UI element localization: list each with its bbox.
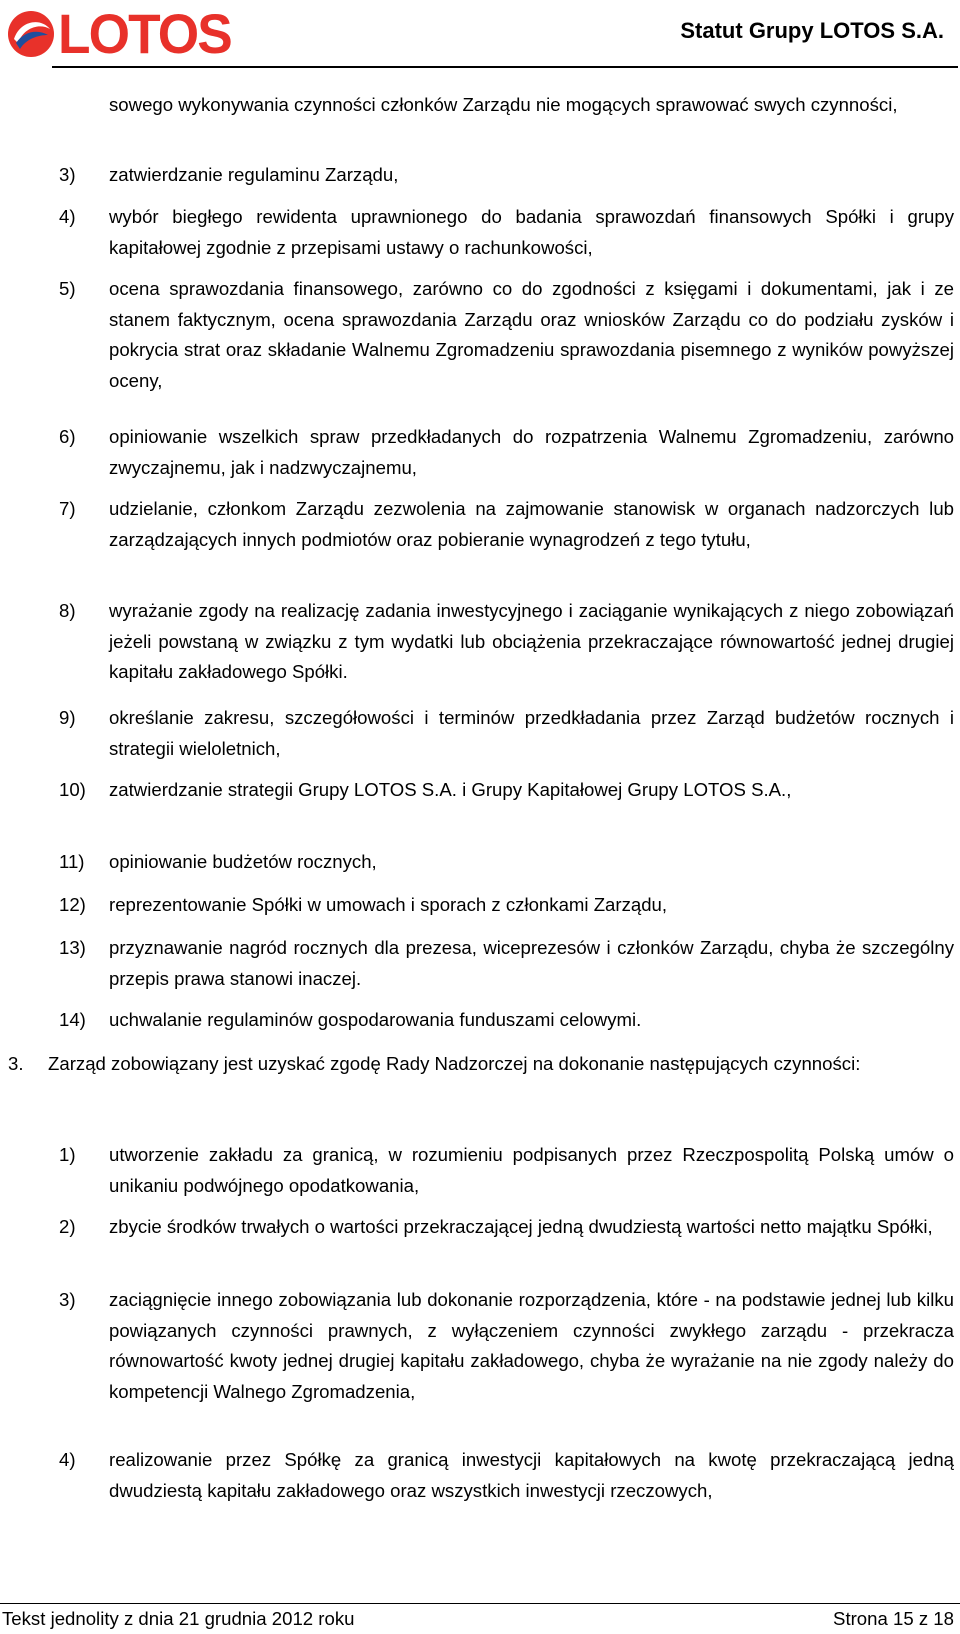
document-title: Statut Grupy LOTOS S.A. xyxy=(680,18,944,43)
logo-wordmark: LOTOS xyxy=(58,2,231,65)
list-item-text: przyznawanie nagród rocznych dla prezesa, wiceprezesów i członków Zarządu, chyba że szczególny przepis prawa stanowi inaczej. xyxy=(109,937,954,989)
list-item-text: udzielanie, członkom Zarządu zezwolenia na zajmowanie stanowisk w organach nadzorczych lub zarządzających innych podmiotów oraz pobieranie wynagrodzeń z tego tytułu, xyxy=(109,498,954,550)
list-item-number: 7) xyxy=(59,498,76,519)
list-item-number: 13) xyxy=(59,937,86,958)
list-item-number: 3) xyxy=(59,164,76,185)
list-item-number: 5) xyxy=(59,278,76,299)
list-item-text: sowego wykonywania czynności członków Zarządu nie mogących sprawować swych czynności, xyxy=(109,94,898,115)
list-item-text: ocena sprawozdania finansowego, zarówno co do zgodności z księgami i dokumentami, jak i ze stanem faktycznym, ocena sprawozdania Zarządu oraz wniosków Zarządu co do podziału zysków i pokrycia strat oraz składanie Walnemu Zgromadzeniu sprawozdania pisemnego z wyników powyższej oceny, xyxy=(109,278,954,391)
footer-date: Tekst jednolity z dnia 21 grudnia 2012 roku xyxy=(2,1608,355,1629)
list-item-number: 8) xyxy=(59,600,76,621)
page-number: Strona 15 z 18 xyxy=(833,1608,954,1629)
list-item-number: 2) xyxy=(59,1216,76,1237)
section-number: 3. xyxy=(8,1053,24,1074)
list-item-number: 12) xyxy=(59,894,86,915)
footer-divider xyxy=(0,1603,960,1604)
list-item-text: opiniowanie wszelkich spraw przedkładanych do rozpatrzenia Walnemu Zgromadzeniu, zarówno zwyczajnemu, jak i nadzwyczajnemu, xyxy=(109,426,954,478)
list-item-text: opiniowanie budżetów rocznych, xyxy=(109,851,377,872)
list-item-text: zatwierdzanie regulaminu Zarządu, xyxy=(109,164,399,185)
list-item-text: wybór biegłego rewidenta uprawnionego do badania sprawozdań finansowych Spółki i grupy kapitałowej zgodnie z przepisami ustawy o rachunkowości, xyxy=(109,206,954,258)
list-item-text: zaciągnięcie innego zobowiązania lub dokonanie rozporządzenia, które - na podstawie jednej lub kilku powiązanych czynności prawnych, z wyłączeniem czynności zwykłego zarządu - przekracza równowartość kwoty jednej drugiej kapitału zakładowego, chyba że wyrażanie na nie zgody należy do kompetencji Walnego Zgromadzenia, xyxy=(109,1289,954,1402)
lotos-swirl-icon xyxy=(6,9,56,59)
list-item-text: reprezentowanie Spółki w umowach i sporach z członkami Zarządu, xyxy=(109,894,668,915)
list-item-number: 1) xyxy=(59,1144,76,1165)
list-item-number: 4) xyxy=(59,206,76,227)
section-text: Zarząd zobowiązany jest uzyskać zgodę Rady Nadzorczej na dokonanie następujących czynności: xyxy=(48,1053,861,1074)
list-item-text: realizowanie przez Spółkę za granicą inwestycji kapitałowych na kwotę przekraczającą jedną dwudziestą kapitału zakładowego oraz wszystkich inwestycji rzeczowych, xyxy=(109,1449,954,1501)
list-item-number: 6) xyxy=(59,426,76,447)
list-item-text: utworzenie zakładu za granicą, w rozumieniu podpisanych przez Rzeczpospolitą Polską umów o unikaniu podwójnego opodatkowania, xyxy=(109,1144,954,1196)
list-item-number: 9) xyxy=(59,707,76,728)
list-item-number: 4) xyxy=(59,1449,76,1470)
list-item-number: 11) xyxy=(59,851,85,872)
header-divider xyxy=(52,66,958,68)
list-item-text: zbycie środków trwałych o wartości przekraczającej jedną dwudziestą wartości netto majątku Spółki, xyxy=(109,1216,933,1237)
list-item-text: określanie zakresu, szczegółowości i terminów przedkładania przez Zarząd budżetów rocznych i strategii wieloletnich, xyxy=(109,707,954,759)
list-item-text: zatwierdzanie strategii Grupy LOTOS S.A. i Grupy Kapitałowej Grupy LOTOS S.A., xyxy=(109,779,792,800)
list-item-number: 14) xyxy=(59,1009,86,1030)
lotos-logo xyxy=(6,4,240,64)
list-item-text: wyrażanie zgody na realizację zadania inwestycyjnego i zaciąganie wynikających z niego zobowiązań jeżeli powstaną w związku z tym wydatki lub obciążenia przekraczające równowartość jednej drugiej kapitału zakładowego Spółki. xyxy=(109,600,954,682)
list-item-number: 10) xyxy=(59,779,86,800)
list-item-text: uchwalanie regulaminów gospodarowania funduszami celowymi. xyxy=(109,1009,642,1030)
list-item-number: 3) xyxy=(59,1289,76,1310)
page-header xyxy=(0,0,960,70)
